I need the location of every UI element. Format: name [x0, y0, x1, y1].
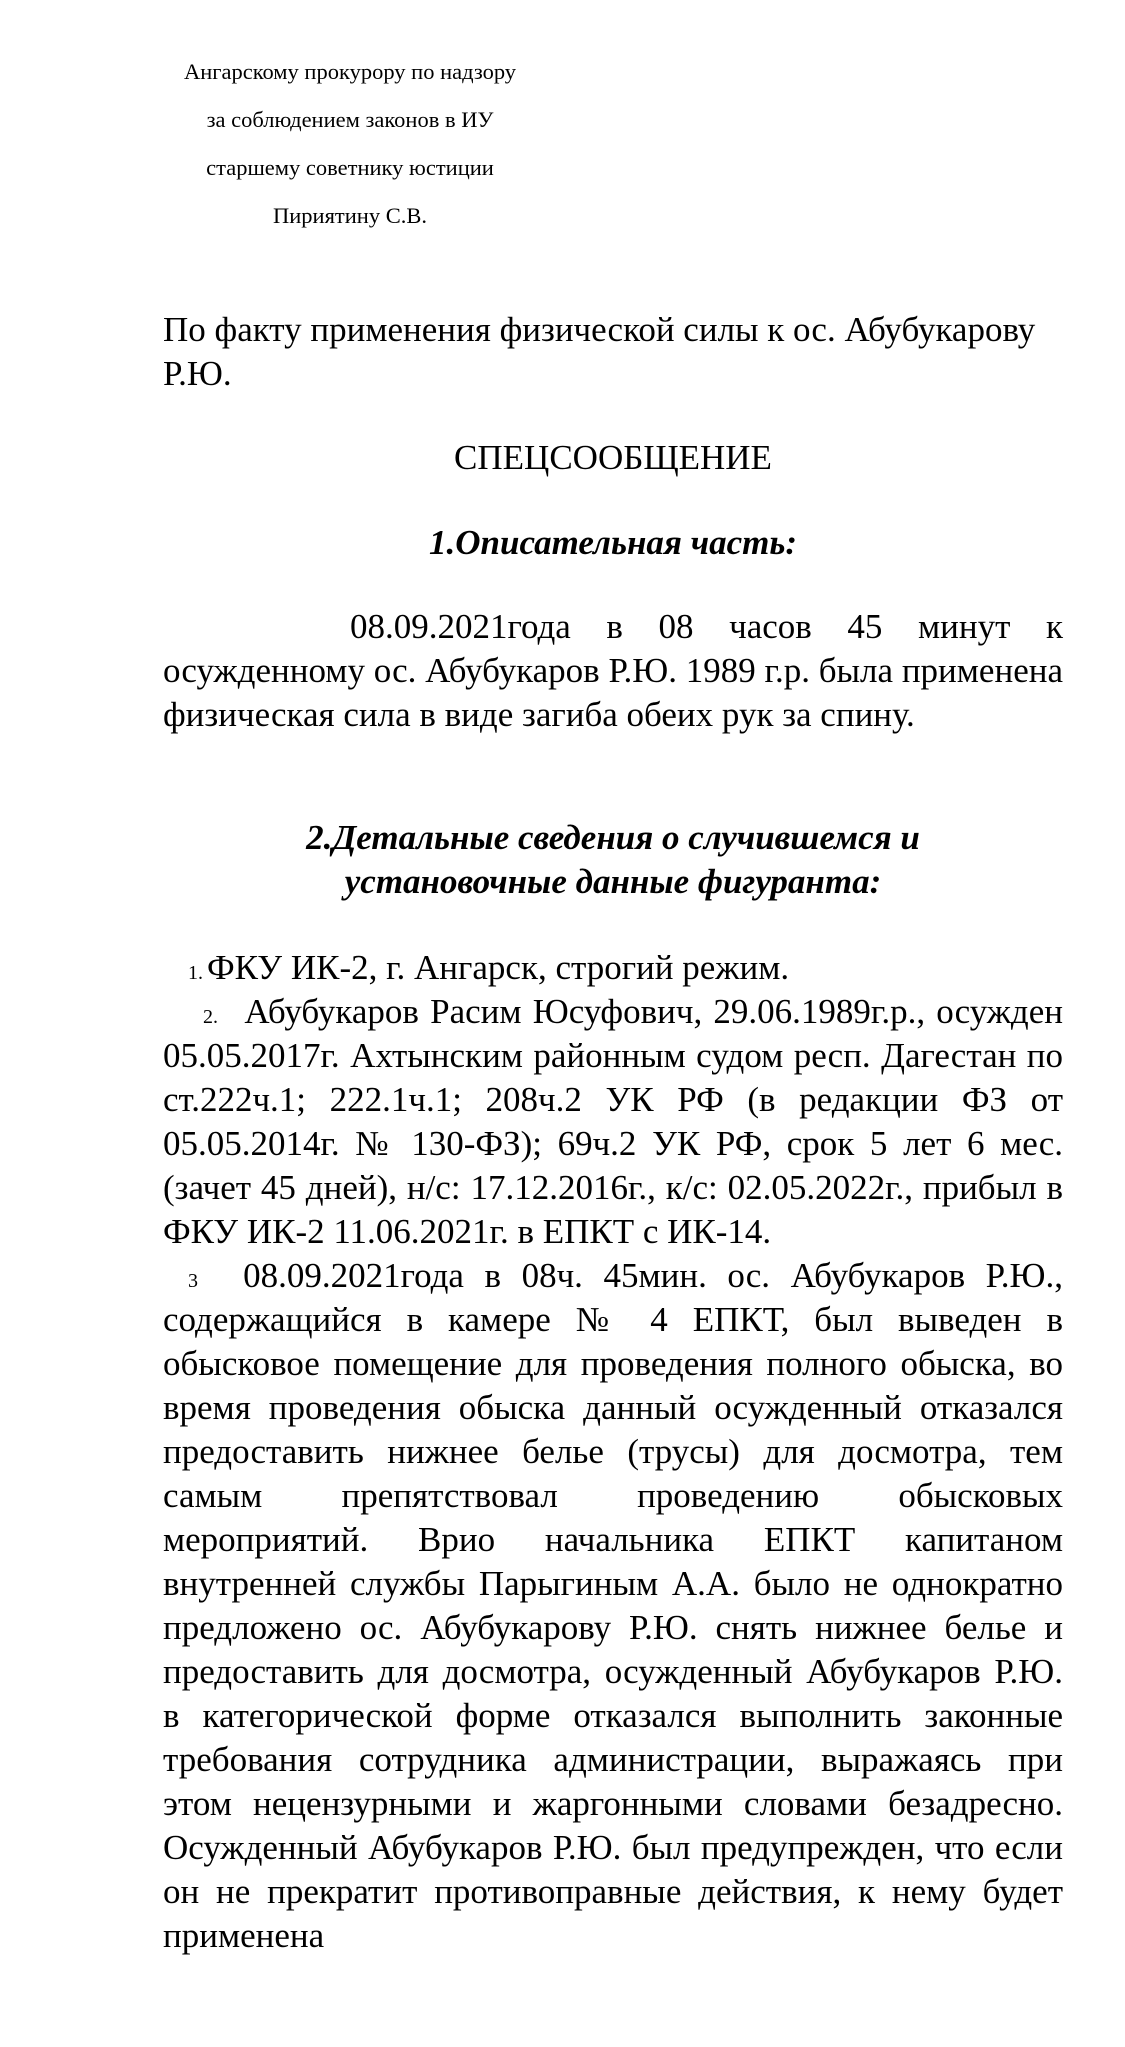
section-1-text: 08.09.2021года в 08 часов 45 минут к осужденному ос. Абубукаров Р.Ю. 1989 г.р. была применена физическая сила в виде загиба обеих рук за спину.: [163, 607, 1063, 734]
list-item: [163, 1254, 1063, 1958]
subject-line: По факту применения физической силы к ос. Абубукарову Р.Ю.: [163, 310, 1036, 393]
list-item: [163, 946, 1063, 990]
list-item-number: 1.: [188, 962, 203, 984]
addressee-name: Пириятину С.В.: [273, 203, 427, 228]
section-2-heading: [163, 816, 1063, 904]
list-item-number: 2.: [203, 1006, 218, 1028]
list-item: [163, 990, 1063, 1254]
document-title: СПЕЦСООБЩЕНИЕ: [454, 438, 772, 477]
addressee-line: Ангарскому прокурору по надзору: [183, 59, 517, 84]
addressee-line: за соблюдением законов в ИУ: [206, 107, 494, 132]
details-list: [163, 946, 1063, 1958]
list-item-number: 3: [188, 1270, 198, 1292]
list-item-text: 08.09.2021года в 08ч. 45мин. ос. Абубукаров Р.Ю., содержащийся в камере № 4 ЕПКТ, был выведен в обысковое помещение для проведения полного обыска, во время проведения обыска данный осужденный отказался предоставить нижнее белье (трусы) для досмотра, тем самым препятствовал проведению обысковых мероприятий. Врио начальника ЕПКТ капитаном внутренней службы Парыгиным А.А. было не однократно предложено ос. Абубукарову Р.Ю. снять нижнее белье и предоставить для досмотра, осужденный Абубукаров Р.Ю. в категорической форме отказался выполнить законные требования сотрудника администрации, выражаясь при этом нецензурными и жаргонными словами безадресно. Осужденный Абубукаров Р.Ю. был предупрежден, что если он не прекратит противоправные действия, к нему будет применена: [163, 1256, 1063, 1955]
addressee-block: [150, 48, 550, 240]
addressee-line: старшему советнику юстиции: [206, 155, 494, 180]
list-item-text: ФКУ ИК-2, г. Ангарск, строгий режим.: [207, 948, 790, 987]
section-2-heading-line: установочные данные фигуранта:: [344, 862, 882, 901]
section-2-heading-line: 2.Детальные сведения о случившемся и: [306, 818, 920, 857]
list-item-text: Абубукаров Расим Юсуфович, 29.06.1989г.р., осужден 05.05.2017г. Ахтынским районным судом респ. Дагестан по ст.222ч.1; 222.1ч.1; 208ч.2 УК РФ (в редакции ФЗ от 05.05.2014г. № 130-ФЗ); 69ч.2 УК РФ, срок 5 лет 6 мес. (зачет 45 дней), н/с: 17.12.2016г., к/с: 02.05.2022г., прибыл в ФКУ ИК-2 11.06.2021г. в ЕПКТ с ИК-14.: [163, 992, 1064, 1251]
section-1-heading: 1.Описательная часть:: [429, 523, 797, 562]
